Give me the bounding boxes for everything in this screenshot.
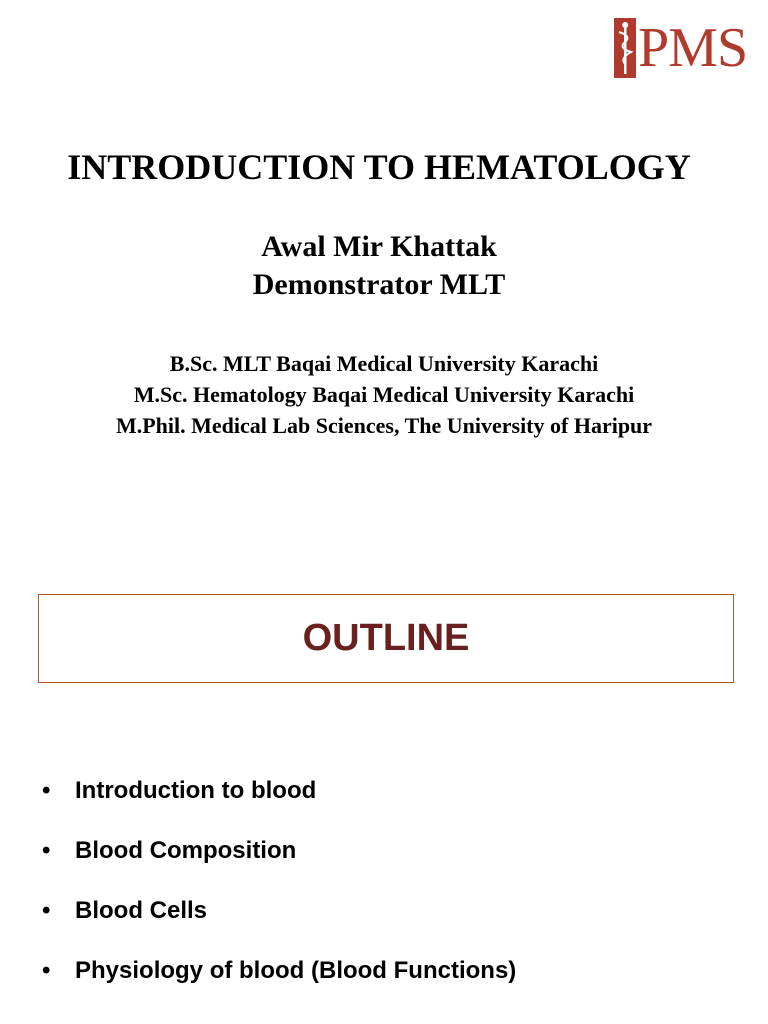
- list-item: [42, 888, 742, 948]
- caduceus-icon: [614, 18, 636, 78]
- bullet-icon: •: [42, 777, 51, 804]
- credential-line: B.Sc. MLT Baqai Medical University Karachi: [169, 351, 599, 376]
- list-item: [42, 948, 742, 1008]
- author-name: Awal Mir Khattak: [261, 230, 497, 263]
- bullet-icon: •: [42, 897, 51, 924]
- outline-heading-box: [38, 594, 734, 683]
- author-block: [0, 228, 758, 304]
- author-position: Demonstrator MLT: [252, 268, 506, 301]
- list-item: [42, 828, 742, 888]
- slide-title: INTRODUCTION TO HEMATOLOGY: [67, 147, 691, 187]
- list-item-text: Blood Composition: [75, 837, 297, 864]
- credential-line: M.Phil. Medical Lab Sciences, The University of Haripur: [115, 413, 653, 438]
- list-item-text: Introduction to blood: [75, 777, 317, 804]
- credential-line: M.Sc. Hematology Baqai Medical University Karachi: [133, 382, 635, 407]
- list-item: [42, 768, 742, 828]
- outline-list: [42, 768, 742, 1008]
- pms-logo: [614, 16, 748, 80]
- credentials-list: [0, 348, 768, 441]
- outline-heading: OUTLINE: [302, 617, 470, 659]
- list-item-text: Blood Cells: [75, 897, 208, 924]
- bullet-icon: •: [42, 837, 51, 864]
- bullet-icon: •: [42, 957, 51, 984]
- logo-text: PMS: [638, 17, 748, 79]
- list-item-text: Physiology of blood (Blood Functions): [75, 957, 517, 984]
